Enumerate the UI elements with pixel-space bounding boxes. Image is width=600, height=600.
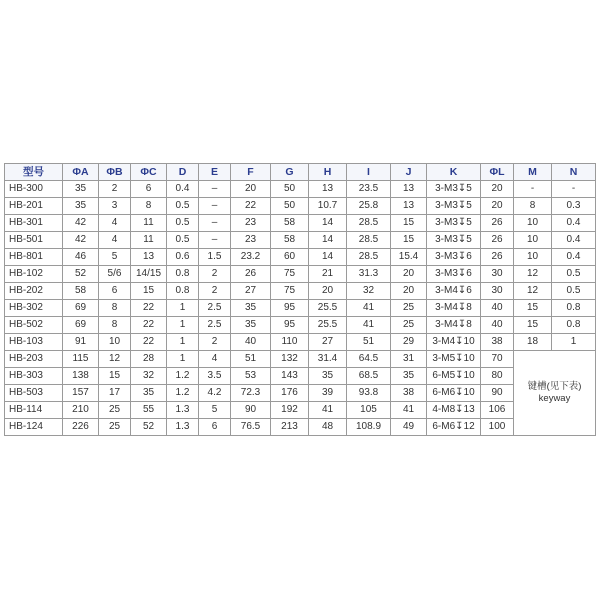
- value-cell: 31: [391, 351, 427, 368]
- value-cell: 5: [199, 402, 231, 419]
- value-cell: 15: [131, 283, 167, 300]
- value-cell: 1.2: [167, 368, 199, 385]
- table-row: [5, 300, 596, 317]
- value-cell: 12: [514, 283, 552, 300]
- table-row: [5, 317, 596, 334]
- value-cell: 3-M3↧5: [427, 215, 481, 232]
- value-cell: 18: [514, 334, 552, 351]
- value-cell: 90: [231, 402, 271, 419]
- keyway-note-cn: 键槽(见下表): [527, 381, 582, 392]
- value-cell: 3-M3↧5: [427, 232, 481, 249]
- value-cell: 14: [309, 249, 347, 266]
- value-cell: 105: [347, 402, 391, 419]
- value-cell: 51: [231, 351, 271, 368]
- value-cell: 11: [131, 232, 167, 249]
- value-cell: 132: [271, 351, 309, 368]
- value-cell: -: [552, 181, 596, 198]
- value-cell: 68.5: [347, 368, 391, 385]
- value-cell: 4.2: [199, 385, 231, 402]
- table-row: [5, 385, 596, 402]
- value-cell: 75: [271, 266, 309, 283]
- value-cell: 26: [231, 266, 271, 283]
- value-cell: 0.4: [552, 215, 596, 232]
- value-cell: 23: [231, 232, 271, 249]
- table-row: [5, 266, 596, 283]
- value-cell: 110: [271, 334, 309, 351]
- value-cell: 138: [63, 368, 99, 385]
- value-cell: 6: [199, 419, 231, 436]
- value-cell: 0.5: [167, 198, 199, 215]
- header-row: [5, 164, 596, 181]
- value-cell: 42: [63, 232, 99, 249]
- value-cell: 8: [514, 198, 552, 215]
- value-cell: 25.5: [309, 317, 347, 334]
- value-cell: 20: [481, 198, 514, 215]
- value-cell: 23.5: [347, 181, 391, 198]
- value-cell: 4: [99, 215, 131, 232]
- value-cell: 28.5: [347, 232, 391, 249]
- model-cell: HB-102: [5, 266, 63, 283]
- table-row: [5, 198, 596, 215]
- value-cell: 2: [199, 283, 231, 300]
- value-cell: 1: [167, 334, 199, 351]
- value-cell: 3-M4↧8: [427, 317, 481, 334]
- value-cell: 75: [271, 283, 309, 300]
- value-cell: 35: [131, 385, 167, 402]
- value-cell: 31.4: [309, 351, 347, 368]
- value-cell: –: [199, 232, 231, 249]
- value-cell: 28.5: [347, 215, 391, 232]
- value-cell: 42: [63, 215, 99, 232]
- value-cell: 21: [309, 266, 347, 283]
- value-cell: 26: [481, 232, 514, 249]
- value-cell: 41: [309, 402, 347, 419]
- value-cell: 25: [99, 419, 131, 436]
- value-cell: 25: [391, 317, 427, 334]
- value-cell: 26: [481, 249, 514, 266]
- value-cell: 15: [514, 317, 552, 334]
- keyway-note: [514, 351, 596, 436]
- model-cell: HB-202: [5, 283, 63, 300]
- value-cell: 2.5: [199, 317, 231, 334]
- value-cell: 213: [271, 419, 309, 436]
- value-cell: 41: [347, 317, 391, 334]
- model-cell: HB-201: [5, 198, 63, 215]
- value-cell: 10: [514, 249, 552, 266]
- value-cell: 176: [271, 385, 309, 402]
- column-header: ΦL: [481, 164, 514, 181]
- value-cell: 22: [131, 300, 167, 317]
- value-cell: 10: [514, 215, 552, 232]
- value-cell: –: [199, 198, 231, 215]
- value-cell: 0.6: [167, 249, 199, 266]
- value-cell: 6-M6↧12: [427, 419, 481, 436]
- model-cell: HB-114: [5, 402, 63, 419]
- value-cell: 15: [391, 232, 427, 249]
- value-cell: 35: [231, 317, 271, 334]
- value-cell: 0.3: [552, 198, 596, 215]
- value-cell: 11: [131, 215, 167, 232]
- value-cell: 93.8: [347, 385, 391, 402]
- column-header: D: [167, 164, 199, 181]
- value-cell: 76.5: [231, 419, 271, 436]
- value-cell: 39: [309, 385, 347, 402]
- value-cell: 12: [99, 351, 131, 368]
- value-cell: 4: [199, 351, 231, 368]
- table-row: [5, 181, 596, 198]
- table-body: [5, 181, 596, 436]
- column-header: E: [199, 164, 231, 181]
- model-cell: HB-503: [5, 385, 63, 402]
- value-cell: 22: [231, 198, 271, 215]
- column-header: M: [514, 164, 552, 181]
- table-row: [5, 351, 596, 368]
- value-cell: 115: [63, 351, 99, 368]
- table-row: [5, 334, 596, 351]
- value-cell: 50: [271, 198, 309, 215]
- value-cell: 0.4: [552, 249, 596, 266]
- value-cell: 8: [99, 317, 131, 334]
- value-cell: 51: [347, 334, 391, 351]
- value-cell: 13: [309, 181, 347, 198]
- value-cell: 2: [199, 266, 231, 283]
- value-cell: 35: [63, 198, 99, 215]
- value-cell: 108.9: [347, 419, 391, 436]
- value-cell: 30: [481, 283, 514, 300]
- value-cell: 14/15: [131, 266, 167, 283]
- column-header: 型号: [5, 164, 63, 181]
- value-cell: 106: [481, 402, 514, 419]
- value-cell: 17: [99, 385, 131, 402]
- value-cell: 31.3: [347, 266, 391, 283]
- column-header: F: [231, 164, 271, 181]
- value-cell: 40: [481, 317, 514, 334]
- value-cell: 5: [99, 249, 131, 266]
- column-header: I: [347, 164, 391, 181]
- value-cell: 30: [481, 266, 514, 283]
- table-row: [5, 232, 596, 249]
- table-row: [5, 283, 596, 300]
- model-cell: HB-203: [5, 351, 63, 368]
- value-cell: 0.4: [167, 181, 199, 198]
- column-header: N: [552, 164, 596, 181]
- column-header: G: [271, 164, 309, 181]
- value-cell: 52: [63, 266, 99, 283]
- model-cell: HB-103: [5, 334, 63, 351]
- value-cell: 10.7: [309, 198, 347, 215]
- value-cell: 58: [271, 215, 309, 232]
- table-row: [5, 249, 596, 266]
- value-cell: 27: [309, 334, 347, 351]
- value-cell: 35: [309, 368, 347, 385]
- value-cell: 26: [481, 215, 514, 232]
- value-cell: 23.2: [231, 249, 271, 266]
- value-cell: 15.4: [391, 249, 427, 266]
- value-cell: 69: [63, 300, 99, 317]
- value-cell: 6-M6↧10: [427, 385, 481, 402]
- value-cell: 3-M5↧10: [427, 351, 481, 368]
- value-cell: 22: [131, 317, 167, 334]
- value-cell: –: [199, 215, 231, 232]
- column-header: J: [391, 164, 427, 181]
- table-header: [5, 164, 596, 181]
- value-cell: 22: [131, 334, 167, 351]
- value-cell: 32: [347, 283, 391, 300]
- value-cell: 3-M3↧5: [427, 198, 481, 215]
- table-row: [5, 402, 596, 419]
- model-cell: HB-124: [5, 419, 63, 436]
- value-cell: 14: [309, 215, 347, 232]
- value-cell: 4-M8↧13: [427, 402, 481, 419]
- value-cell: 210: [63, 402, 99, 419]
- value-cell: 20: [481, 181, 514, 198]
- column-header: ΦC: [131, 164, 167, 181]
- column-header: ΦA: [63, 164, 99, 181]
- value-cell: 53: [231, 368, 271, 385]
- value-cell: 25.8: [347, 198, 391, 215]
- value-cell: 95: [271, 317, 309, 334]
- value-cell: 27: [231, 283, 271, 300]
- value-cell: 13: [131, 249, 167, 266]
- value-cell: 1: [167, 317, 199, 334]
- value-cell: 0.5: [552, 266, 596, 283]
- value-cell: 192: [271, 402, 309, 419]
- value-cell: 2: [199, 334, 231, 351]
- value-cell: 13: [391, 198, 427, 215]
- value-cell: 0.8: [552, 300, 596, 317]
- value-cell: 2.5: [199, 300, 231, 317]
- value-cell: –: [199, 181, 231, 198]
- value-cell: 0.5: [552, 283, 596, 300]
- value-cell: 6: [131, 181, 167, 198]
- value-cell: 15: [391, 215, 427, 232]
- model-cell: HB-302: [5, 300, 63, 317]
- value-cell: 69: [63, 317, 99, 334]
- value-cell: 3-M3↧6: [427, 249, 481, 266]
- value-cell: 40: [481, 300, 514, 317]
- value-cell: 41: [347, 300, 391, 317]
- value-cell: 48: [309, 419, 347, 436]
- value-cell: 2: [99, 181, 131, 198]
- value-cell: 1.2: [167, 385, 199, 402]
- column-header: ΦB: [99, 164, 131, 181]
- model-cell: HB-801: [5, 249, 63, 266]
- value-cell: 6-M5↧10: [427, 368, 481, 385]
- value-cell: 38: [481, 334, 514, 351]
- value-cell: 90: [481, 385, 514, 402]
- value-cell: 50: [271, 181, 309, 198]
- value-cell: 100: [481, 419, 514, 436]
- value-cell: 1.3: [167, 402, 199, 419]
- table-row: [5, 215, 596, 232]
- value-cell: 52: [131, 419, 167, 436]
- column-header: K: [427, 164, 481, 181]
- value-cell: 20: [391, 283, 427, 300]
- value-cell: 1: [167, 351, 199, 368]
- value-cell: 38: [391, 385, 427, 402]
- value-cell: 0.8: [552, 317, 596, 334]
- value-cell: 1: [552, 334, 596, 351]
- value-cell: 3-M4↧10: [427, 334, 481, 351]
- value-cell: 0.8: [167, 283, 199, 300]
- value-cell: 15: [514, 300, 552, 317]
- value-cell: 0.5: [167, 232, 199, 249]
- value-cell: 3.5: [199, 368, 231, 385]
- value-cell: 32: [131, 368, 167, 385]
- model-cell: HB-502: [5, 317, 63, 334]
- value-cell: 23: [231, 215, 271, 232]
- value-cell: 3-M3↧5: [427, 181, 481, 198]
- value-cell: 64.5: [347, 351, 391, 368]
- value-cell: 1.3: [167, 419, 199, 436]
- value-cell: 20: [391, 266, 427, 283]
- model-cell: HB-303: [5, 368, 63, 385]
- value-cell: 72.3: [231, 385, 271, 402]
- model-cell: HB-300: [5, 181, 63, 198]
- value-cell: 10: [99, 334, 131, 351]
- model-cell: HB-301: [5, 215, 63, 232]
- value-cell: 55: [131, 402, 167, 419]
- model-cell: HB-501: [5, 232, 63, 249]
- value-cell: 35: [63, 181, 99, 198]
- value-cell: 4: [99, 232, 131, 249]
- value-cell: 46: [63, 249, 99, 266]
- value-cell: 40: [231, 334, 271, 351]
- value-cell: 29: [391, 334, 427, 351]
- value-cell: 0.5: [167, 215, 199, 232]
- table-row: [5, 419, 596, 436]
- value-cell: 80: [481, 368, 514, 385]
- value-cell: 0.8: [167, 266, 199, 283]
- value-cell: 8: [99, 300, 131, 317]
- column-header: H: [309, 164, 347, 181]
- value-cell: 58: [271, 232, 309, 249]
- value-cell: 15: [99, 368, 131, 385]
- value-cell: 35: [391, 368, 427, 385]
- value-cell: 3-M3↧6: [427, 266, 481, 283]
- value-cell: 143: [271, 368, 309, 385]
- table-row: [5, 368, 596, 385]
- value-cell: 20: [309, 283, 347, 300]
- value-cell: 10: [514, 232, 552, 249]
- value-cell: 20: [231, 181, 271, 198]
- value-cell: 28.5: [347, 249, 391, 266]
- value-cell: 25.5: [309, 300, 347, 317]
- value-cell: 1.5: [199, 249, 231, 266]
- value-cell: 91: [63, 334, 99, 351]
- value-cell: 157: [63, 385, 99, 402]
- value-cell: -: [514, 181, 552, 198]
- value-cell: 226: [63, 419, 99, 436]
- value-cell: 58: [63, 283, 99, 300]
- value-cell: 25: [99, 402, 131, 419]
- spec-table: [4, 163, 596, 436]
- value-cell: 41: [391, 402, 427, 419]
- value-cell: 8: [131, 198, 167, 215]
- value-cell: 13: [391, 181, 427, 198]
- keyway-note-en: keyway: [538, 393, 571, 404]
- value-cell: 5/6: [99, 266, 131, 283]
- value-cell: 3-M4↧6: [427, 283, 481, 300]
- value-cell: 1: [167, 300, 199, 317]
- value-cell: 12: [514, 266, 552, 283]
- value-cell: 60: [271, 249, 309, 266]
- value-cell: 25: [391, 300, 427, 317]
- value-cell: 95: [271, 300, 309, 317]
- value-cell: 70: [481, 351, 514, 368]
- value-cell: 3-M4↧8: [427, 300, 481, 317]
- value-cell: 6: [99, 283, 131, 300]
- value-cell: 0.4: [552, 232, 596, 249]
- value-cell: 14: [309, 232, 347, 249]
- value-cell: 49: [391, 419, 427, 436]
- value-cell: 3: [99, 198, 131, 215]
- value-cell: 35: [231, 300, 271, 317]
- value-cell: 28: [131, 351, 167, 368]
